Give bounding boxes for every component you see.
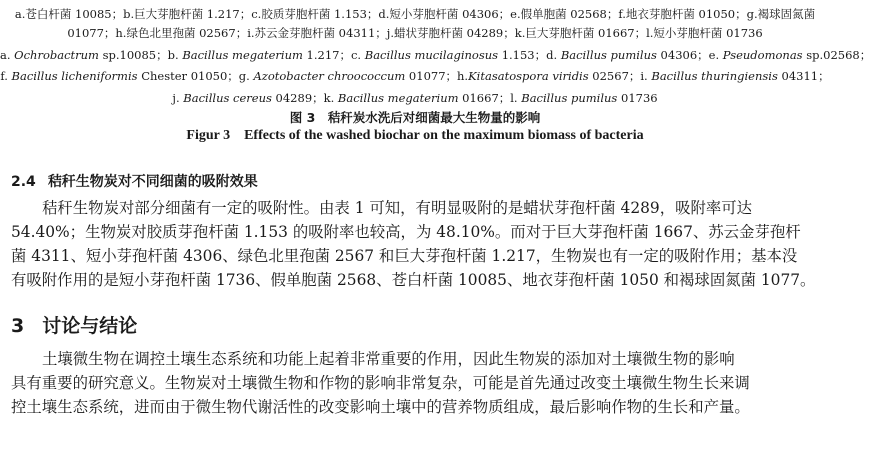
figure-caption-english: Figur 3 Effects of the washed biochar on the maximum biomass of bacteria — [186, 128, 644, 143]
figure-legend-line-4: f. Bacillus licheniformis Chester 01050；g. Azotobacter chroococcum 01077；h.Kitasatospora viridis 02567；i. Bacillus thuringiensis 04311； — [0, 69, 830, 83]
section-3-heading — [11, 313, 137, 339]
figure-legend-line-2: 01077；h.绿色北里孢菌 02567；i.苏云金芽胞杆菌 04311；j.蜡状芽胞杆菌 04289；k.巨大芽胞杆菌 01667；l.短小芽胞杆菌 01736 — [67, 26, 763, 40]
paragraph-line: 土壤微生物在调控土壤生态系统和功能上起着非常重要的作用，因此生物炭的添加对土壤微生物的影响 — [42, 350, 735, 368]
section-2-4-paragraph — [11, 196, 819, 292]
figure-legend-line-1: a.苍白杆菌 10085；b.巨大芽胞杆菌 1.217；c.胶质芽胞杆菌 1.153；d.短小芽胞杆菌 04306；e.假单胞菌 02568；f.地衣芽胞杆菌 01050；g.褐球固氮菌 — [14, 7, 816, 21]
paragraph-line: 秸秆生物炭对部分细菌有一定的吸附性。由表 1 可知，有明显吸附的是蜡状芽孢杆菌 4289，吸附率可达 — [42, 199, 753, 217]
section-2-4-heading — [11, 172, 258, 192]
section-number: 3 — [11, 315, 25, 337]
paragraph-line: 54.40%；生物炭对胶质芽孢杆菌 1.153 的吸附率也较高，为 48.10%。而对于巨大芽孢杆菌 1667、苏云金芽孢杆 — [11, 223, 801, 241]
paragraph-line: 有吸附作用的是短小芽孢杆菌 1736、假单胞菌 2568、苍白杆菌 10085、地衣芽孢杆菌 1050 和褐球固氮菌 1077。 — [11, 271, 816, 289]
section-3-paragraph — [11, 347, 819, 419]
section-number: 2.4 — [11, 174, 36, 190]
paragraph-line: 控土壤生态系统，进而由于微生物代谢活性的改变影响土壤中的营养物质组成，最后影响作物的生长和产量。 — [11, 398, 750, 416]
section-title: 秸秆生物炭对不同细菌的吸附效果 — [47, 174, 258, 190]
paragraph-line: 具有重要的研究意义。生物炭对土壤微生物和作物的影响非常复杂，可能是首先通过改变土壤微生物生长来调 — [11, 374, 750, 392]
section-title: 讨论与结论 — [42, 315, 138, 337]
figure-legend-line-3: a. Ochrobactrum sp.10085；b. Bacillus megaterium 1.217；c. Bacillus mucilaginosus 1.153；d. Bacillus pumilus 04306；e. Pseudomonas sp.02568； — [0, 48, 871, 62]
figure-legend-line-5: j. Bacillus cereus 04289；k. Bacillus megaterium 01667；l. Bacillus pumilus 01736 — [172, 91, 658, 105]
paragraph-line: 菌 4311、短小芽孢杆菌 4306、绿色北里孢菌 2567 和巨大芽孢杆菌 1.217，生物炭也有一定的吸附作用；基本没 — [11, 247, 798, 265]
figure-caption-chinese: 图 3 秸秆炭水洗后对细菌最大生物量的影响 — [289, 110, 541, 125]
